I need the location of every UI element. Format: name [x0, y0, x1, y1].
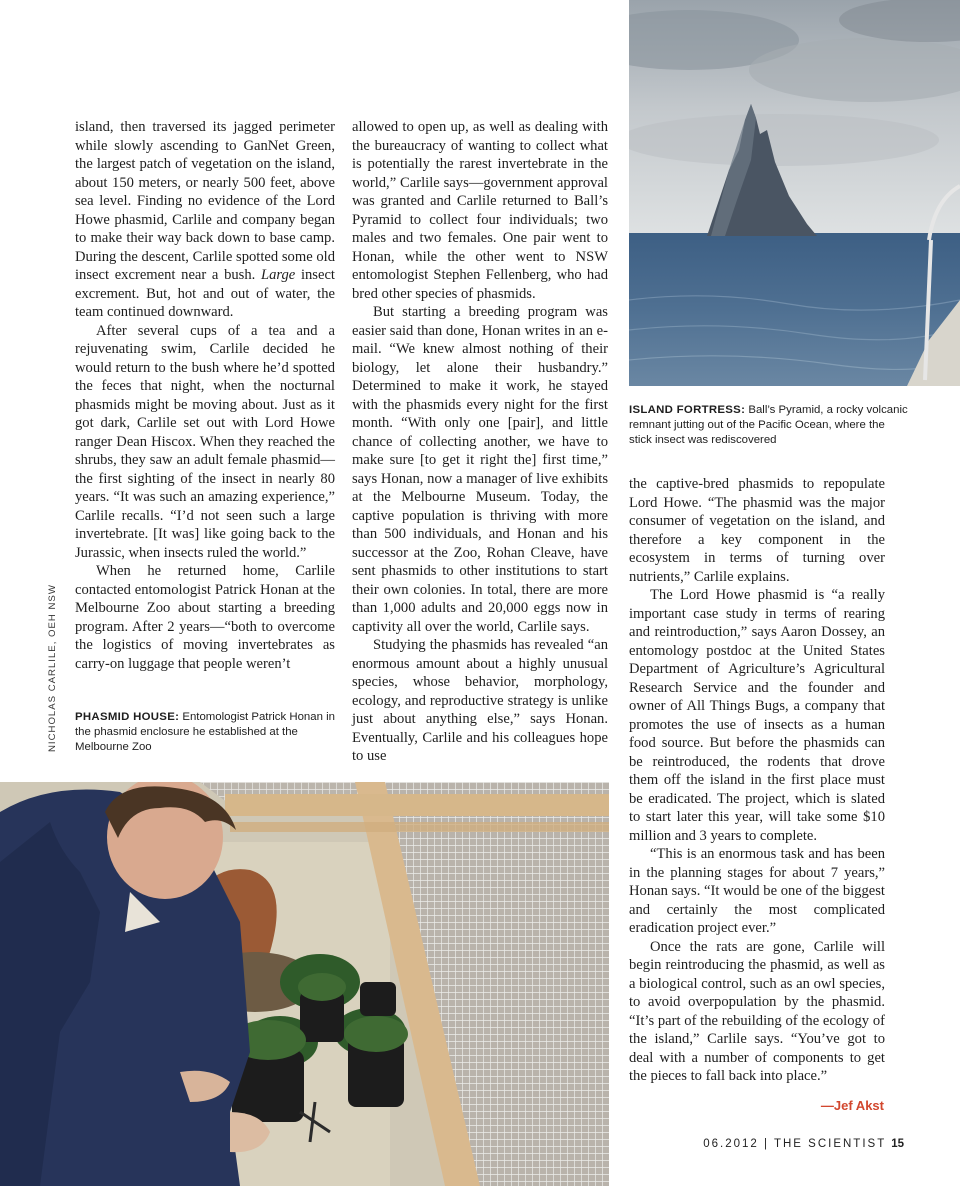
- col1-paragraph-3: When he returned home, Carlile contacted entomologist Patrick Honan at the Melbourne Zoo about starting a breeding program. After 2 years—“both to overcome the logistics of moving invertebrates as carry-on luggage that people weren’t: [75, 563, 335, 672]
- page-folio: [703, 1138, 904, 1150]
- island-fortress-caption-text: Ball’s Pyramid, a rocky volcanic remnant jutting out of the Pacific Ocean, where the stick insect was rediscovered: [629, 404, 908, 447]
- col3-paragraph-3: “This is an enormous task and has been in the planning stages for about 7 years,” Honan says. “It would be one of the biggest and certainly the most complicated eradication project ever.”: [629, 846, 885, 936]
- col2-paragraph-1: allowed to open up, as well as dealing with the bureaucracy of wanting to collect what is potentially the rarest invertebrate in the world,” Carlile says—government approval was granted and Carlile returned to Ball’s Pyramid to collect four individuals; two males and two females. One pair went to Honan, while the other went to NSW entomologist Stephen Fellenberg, who had bred other species of phasmids.: [352, 119, 608, 302]
- page-number: 15: [891, 1138, 904, 1150]
- col3-paragraph-4: Once the rats are gone, Carlile will begin reintroducing the phasmid, as well as a biological control, such as an owl species, to avoid overpopulation by the phasmid. “It’s part of the rebuilding of the ecology of the island,” Carlile says. “You’ve got to deal with a number of components to get the pieces to fall back into place.”: [629, 938, 885, 1084]
- phasmid-house-caption-text: Entomologist Patrick Honan in the phasmid enclosure he established at the Melbourne Zoo: [75, 711, 335, 754]
- col1-p1-text-b: insect excrement. But, hot and out of water, the team continued downward.: [75, 267, 335, 320]
- island-fortress-caption-label: ISLAND FORTRESS:: [629, 404, 746, 416]
- article-column-1: [75, 118, 335, 673]
- col2-paragraph-2: But starting a breeding program was easier said than done, Honan writes in an e-mail. “We knew almost nothing of their biology, let alone their husbandry.” Determined to make it work, he stayed with the phasmids every night for the first month. “With only one [pair], and little chance of collecting another, we have to make sure [to get it right the] first time,” says Honan, now a manager of live exhibits at the Melbourne Museum. Today, the captive population is thriving with more than 500 individuals, and Honan and his successor at the Zoo, Rohan Cleave, have sent phasmids to other institutions to start their own colonies. In total, there are more than 1,000 adults and 20,000 eggs now in captivity all over the world, Carlile says.: [352, 304, 608, 635]
- phasmid-house-caption-label: PHASMID HOUSE:: [75, 711, 180, 723]
- byline: —Jef Akst: [820, 1098, 884, 1113]
- col1-paragraph-1: [75, 118, 335, 322]
- balls-pyramid-photo: [629, 0, 960, 386]
- col1-p1-text-a: island, then traversed its jagged perimeter while slowly ascending to GanNet Green, the largest patch of vegetation on the island, about 150 meters, or nearly 500 feet, above sea level. Finding no evidence of the Lord Howe phasmid, Carlile and company began to make their way back down to base camp. During the descent, Carlile spotted some old insect excrement near a bush.: [75, 119, 335, 283]
- col3-paragraph-2: The Lord Howe phasmid is “a really important case study in terms of rearing and reintroduction,” says Aaron Dossey, an entomology postdoc at the United States Department of Agriculture’s Agricultural Research Service and the founder and owner of All Things Bugs, a company that promotes the use of insects as a human food source. But before the phasmids can be reintroduced, the rodents that drove them off the island in the first place must be eradicated. The project, which is slated to start later this year, will take some $10 million and 3 years to complete.: [629, 587, 885, 844]
- col1-paragraph-2: After several cups of a tea and a rejuvenating swim, Carlile decided he would return to the bush where he’d spotted the feces that night, when the nocturnal phasmids might be moving about. Just as it got dark, Carlile set out with Lord Howe ranger Dean Hiscox. When they reached the shrubs, they saw an adult female phasmid—the first sighting of the insect in nearly 80 years. “It was such an amazing experience,” Carlile recalls. “I’d not seen such a large invertebrate. [It was] like going back to the Jurassic, when insects ruled the world.”: [75, 322, 335, 561]
- island-fortress-caption: [629, 403, 909, 449]
- article-column-2: [352, 118, 608, 766]
- phasmid-house-caption: [75, 710, 345, 756]
- folio-issue: 06.2012 | THE SCIENTIST: [703, 1138, 892, 1150]
- col3-paragraph-1: the captive-bred phasmids to repopulate Lord Howe. “The phasmid was the major consumer of vegetation on the island, and therefore a key component in the ecosystem in terms of turning over nutrients,” Carlile explains.: [629, 476, 885, 585]
- col1-p1-emphasis: Large: [260, 267, 296, 283]
- phasmid-enclosure-photo: [0, 782, 609, 1186]
- photo-credit: NICHOLAS CARLILE, OEH NSW: [47, 584, 58, 752]
- col2-paragraph-3: Studying the phasmids has revealed “an enormous amount about a highly unusual species, whose behavior, morphology, ecology, and reproductive strategy is unlike just about anything else,” says Honan. Eventually, Carlile and his colleagues hope to use: [352, 637, 608, 764]
- article-column-3: [629, 475, 885, 1086]
